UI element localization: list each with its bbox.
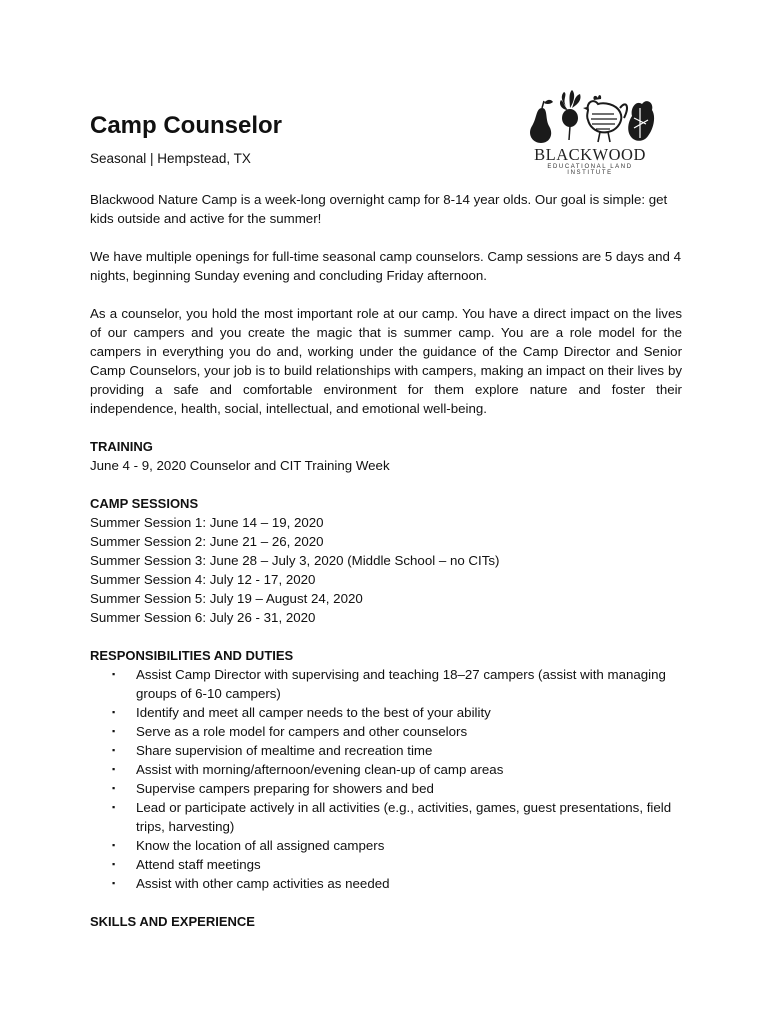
list-item xyxy=(112,798,682,836)
greens-icon xyxy=(628,101,654,141)
list-item xyxy=(112,760,682,779)
section-heading: RESPONSIBILITIES AND DUTIES xyxy=(90,648,294,663)
list-item xyxy=(112,874,682,893)
bullet-icon: ▪ xyxy=(112,840,116,850)
duty-text: Assist Camp Director with supervising and teaching 18–27 campers (assist with managing groups of 6-10 campers) xyxy=(136,667,666,701)
training-dates: June 4 - 9, 2020 Counselor and CIT Training Week xyxy=(90,458,390,473)
bullet-icon: ▪ xyxy=(112,726,116,736)
section-heading: TRAINING xyxy=(90,439,153,454)
list-item xyxy=(112,703,682,722)
beet-icon xyxy=(560,90,581,140)
skills-heading: SKILLS AND EXPERIENCE xyxy=(90,914,255,929)
bullet-icon: ▪ xyxy=(112,859,116,869)
duty-text: Share supervision of mealtime and recreation time xyxy=(136,743,433,758)
logo-illustration xyxy=(524,88,656,144)
duty-text: Know the location of all assigned campers xyxy=(136,838,385,853)
training-section xyxy=(90,437,682,475)
bullet-icon: ▪ xyxy=(112,745,116,755)
bullet-icon: ▪ xyxy=(112,669,116,679)
duty-text: Lead or participate actively in all activities (e.g., activities, games, guest presentations, field trips, harvesting) xyxy=(136,800,672,834)
list-item xyxy=(112,741,682,760)
session-item: Summer Session 4: July 12 - 17, 2020 xyxy=(90,572,316,587)
session-item: Summer Session 3: June 28 – July 3, 2020 (Middle School – no CITs) xyxy=(90,553,500,568)
section-heading: CAMP SESSIONS xyxy=(90,496,199,511)
session-item: Summer Session 5: July 19 – August 24, 2020 xyxy=(90,591,363,606)
duty-text: Assist with other camp activities as needed xyxy=(136,876,390,891)
duty-text: Attend staff meetings xyxy=(136,857,261,872)
duties-section xyxy=(90,646,682,893)
logo-name: BLACKWOOD xyxy=(534,145,646,164)
blackwood-logo xyxy=(524,88,656,174)
chicken-icon xyxy=(583,95,627,142)
bullet-icon: ▪ xyxy=(112,878,116,888)
bullet-icon: ▪ xyxy=(112,802,116,812)
bullet-icon: ▪ xyxy=(112,764,116,774)
duty-text: Identify and meet all camper needs to the best of your ability xyxy=(136,705,491,720)
list-item xyxy=(112,855,682,874)
session-item: Summer Session 1: June 14 – 19, 2020 xyxy=(90,515,324,530)
page-subtitle: Seasonal | Hempstead, TX xyxy=(90,151,251,166)
list-item xyxy=(112,779,682,798)
intro-paragraph: Blackwood Nature Camp is a week-long overnight camp for 8-14 year olds. Our goal is simple: get kids outside and active for the summer! xyxy=(90,192,668,226)
duty-text: Supervise campers preparing for showers and bed xyxy=(136,781,434,796)
session-item: Summer Session 6: July 26 - 31, 2020 xyxy=(90,610,316,625)
document-body xyxy=(90,190,682,931)
logo-tagline: EDUCATIONAL LAND INSTITUTE xyxy=(547,164,633,176)
duties-list xyxy=(90,665,682,893)
bullet-icon: ▪ xyxy=(112,783,116,793)
openings-paragraph: We have multiple openings for full-time seasonal camp counselors. Camp sessions are 5 days and 4 nights, beginning Sunday evening and concluding Friday afternoon. xyxy=(90,249,682,283)
list-item xyxy=(112,836,682,855)
camp-sessions-section xyxy=(90,494,682,627)
list-item xyxy=(112,722,682,741)
pear-icon xyxy=(530,100,553,143)
list-item xyxy=(112,665,682,703)
duty-text: Serve as a role model for campers and other counselors xyxy=(136,724,468,739)
duty-text: Assist with morning/afternoon/evening clean-up of camp areas xyxy=(136,762,504,777)
bullet-icon: ▪ xyxy=(112,707,116,717)
role-paragraph: As a counselor, you hold the most important role at our camp. You have a direct impact on the lives of our campers and you create the magic that is summer camp. You are a role model for the campers in everything you do and, working under the guidance of the Camp Director and Senior Camp Counselors, your job is to build relationships with campers, making an impact on their lives by providing a safe and comfortable environment for them explore nature and foster their independence, health, social, intellectual, and emotional well-being. xyxy=(90,306,682,416)
page-title: Camp Counselor xyxy=(90,112,283,139)
session-item: Summer Session 2: June 21 – 26, 2020 xyxy=(90,534,324,549)
